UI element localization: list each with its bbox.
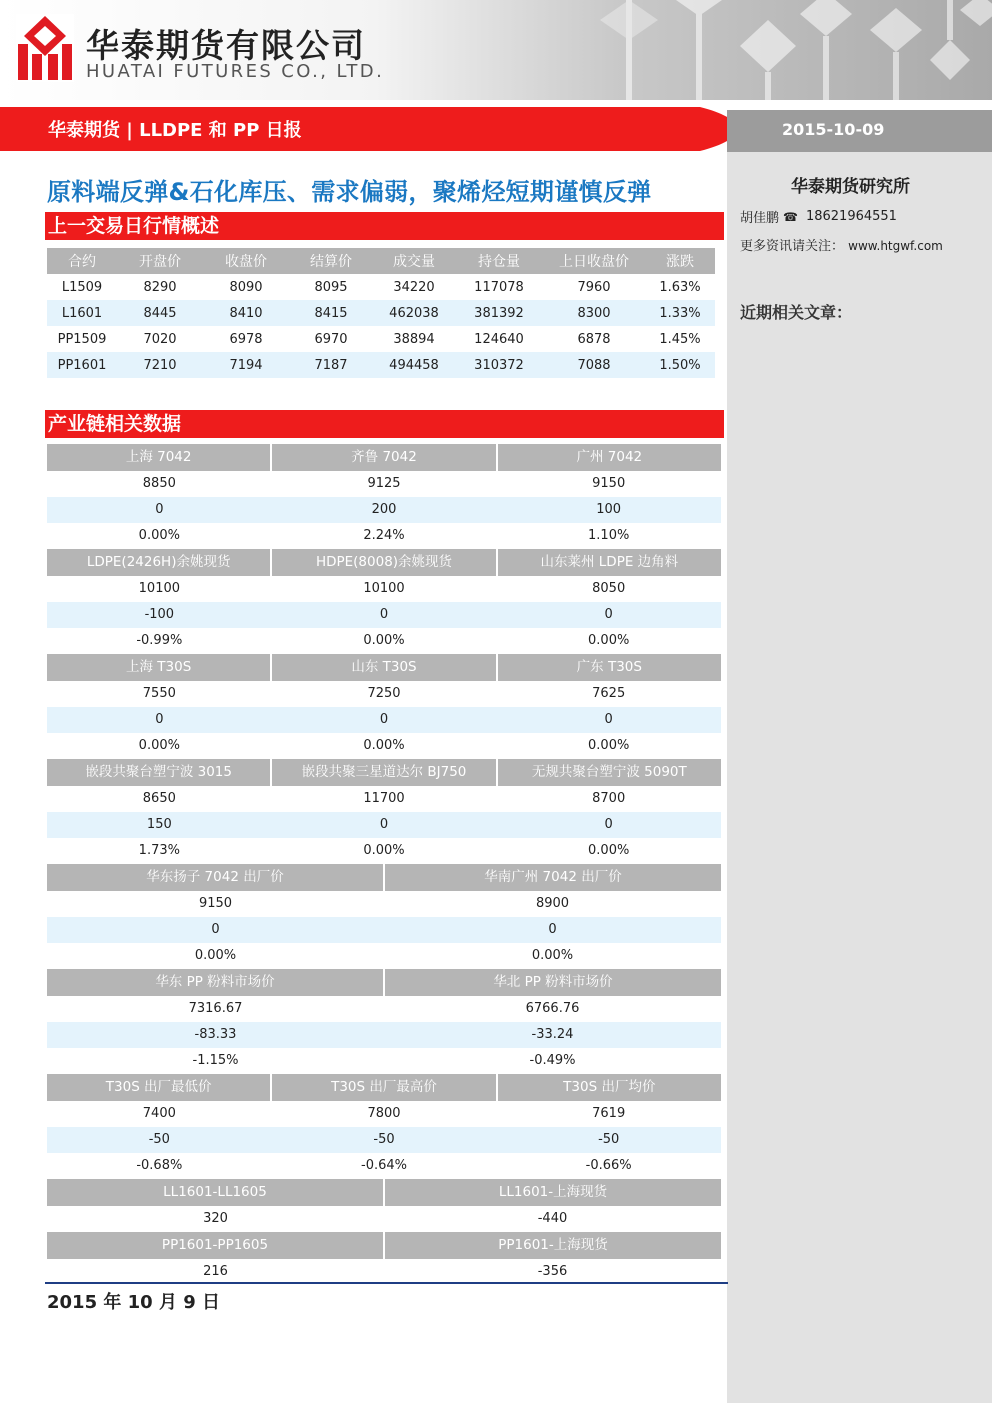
- table-cell: 7210: [117, 352, 203, 378]
- table-cell: 494458: [373, 352, 455, 378]
- section-market-overview-title: 上一交易日行情概述: [45, 212, 724, 240]
- block-data-cell: 0: [379, 712, 389, 727]
- table-cell: PP1601: [47, 352, 117, 378]
- table-cell: 462038: [373, 300, 455, 326]
- column-header: 开盘价: [117, 248, 203, 274]
- table-cell: 8410: [203, 300, 289, 326]
- table-cell: 117078: [474, 279, 524, 295]
- block-data-cell: -440: [537, 1211, 568, 1226]
- table-cell: PP1509: [57, 331, 107, 347]
- report-date: 2015-10-09: [782, 120, 885, 139]
- table-row: [47, 326, 715, 352]
- block-data-cell: 10100: [138, 581, 181, 596]
- column-header: 上日收盘价: [543, 248, 645, 274]
- block-header-cell: 上海 T30S: [47, 654, 272, 681]
- industry-chain-data: [47, 444, 721, 1285]
- block-data-cell: 0.00%: [363, 738, 405, 753]
- block-data-cell: 7800: [367, 1106, 401, 1121]
- data-block: [47, 864, 721, 969]
- block-data-cell: 7400: [142, 1106, 176, 1121]
- analyst-contact: [740, 207, 897, 226]
- block-data-cell: 0: [379, 817, 389, 832]
- block-data-cell: 0: [211, 922, 220, 937]
- block-header-cell: 广州 7042: [576, 449, 643, 465]
- block-data-cell: 9150: [592, 476, 626, 491]
- huatai-logo-icon: [16, 14, 74, 82]
- block-header-cell: LL1601-上海现货: [498, 1184, 608, 1200]
- block-data-cell: 7316.67: [188, 1001, 243, 1016]
- block-data-cell: 8700: [592, 791, 626, 806]
- table-cell: 8300: [543, 300, 645, 326]
- report-title: 华泰期货 | LLDPE 和 PP 日报: [48, 120, 302, 141]
- table-cell: 8415: [289, 300, 373, 326]
- block-data-row: [47, 523, 721, 549]
- block-data-cell: 8900: [535, 896, 570, 911]
- block-data-cell: 0.00%: [138, 528, 180, 543]
- table-cell: L1509: [61, 279, 103, 295]
- table-cell: 7088: [543, 352, 645, 378]
- block-data-row: [47, 812, 721, 838]
- data-block: [47, 1074, 721, 1179]
- block-data-cell: 7619: [592, 1106, 626, 1121]
- analyst-phone: 18621964551: [805, 209, 897, 224]
- block-data-row: [47, 497, 721, 523]
- follow-info: [740, 235, 943, 254]
- data-block: [47, 654, 721, 759]
- block-header-row: [47, 759, 721, 786]
- footer-date: 2015 年 10 月 9 日: [47, 1292, 221, 1313]
- column-header: 结算价: [289, 248, 373, 274]
- block-data-row: [47, 891, 721, 917]
- block-data-cell: 0.00%: [363, 843, 405, 858]
- block-data-row: [47, 1206, 721, 1232]
- block-header-cell: 无规共聚台塑宁波 5090T: [531, 764, 687, 780]
- block-header-row: [47, 1232, 721, 1259]
- block-header-cell: 华东 PP 粉料市场价: [47, 969, 385, 996]
- table-cell: 34220: [393, 279, 435, 295]
- block-data-cell: 7625: [592, 686, 626, 701]
- table-cell: 1.63%: [659, 279, 701, 295]
- block-header-row: [47, 864, 721, 891]
- block-header-row: [47, 654, 721, 681]
- block-header-cell: 齐鲁 7042: [272, 444, 497, 471]
- sidebar: [727, 152, 992, 1403]
- block-data-row: [47, 1153, 721, 1179]
- block-data-cell: 9125: [367, 476, 401, 491]
- analyst-name: 胡佳鹏: [740, 211, 780, 226]
- page-header: [0, 0, 992, 100]
- block-data-cell: -1.15%: [192, 1053, 239, 1068]
- website-link[interactable]: www.htgwf.com: [848, 239, 943, 253]
- block-data-row: [47, 1022, 721, 1048]
- block-data-cell: 0.00%: [588, 633, 630, 648]
- block-data-cell: 0.00%: [194, 948, 237, 963]
- block-header-cell: LL1601-LL1605: [47, 1179, 385, 1206]
- block-data-cell: 200: [371, 502, 397, 517]
- block-data-cell: 0: [604, 712, 613, 727]
- market-overview-table: [47, 248, 715, 378]
- headline: 原料端反弹&石化库压、需求偏弱，聚烯烃短期谨慎反弹: [47, 178, 652, 206]
- table-cell: 6978: [229, 331, 263, 347]
- block-header-cell: 嵌段共聚台塑宁波 3015: [47, 759, 272, 786]
- table-cell: 8445: [117, 300, 203, 326]
- footer-divider: [45, 1282, 728, 1284]
- block-data-cell: 0: [604, 607, 613, 622]
- block-data-cell: 0.00%: [588, 843, 630, 858]
- follow-label: 更多资讯请关注：: [740, 239, 845, 254]
- table-cell: 8095: [314, 279, 348, 295]
- block-header-cell: LDPE(2426H)余姚现货: [47, 549, 272, 576]
- block-data-cell: 8050: [592, 581, 626, 596]
- block-data-cell: -356: [537, 1264, 568, 1279]
- data-block: [47, 969, 721, 1074]
- block-data-cell: 1.10%: [588, 528, 630, 543]
- research-department: 华泰期货研究所: [791, 177, 910, 197]
- block-header-row: [47, 444, 721, 471]
- block-data-cell: 0: [548, 922, 557, 937]
- block-data-cell: 7550: [142, 686, 176, 701]
- column-header: 持仓量: [455, 248, 543, 274]
- block-data-cell: 0: [155, 712, 164, 727]
- table-cell: 1.50%: [645, 352, 715, 378]
- block-data-cell: 150: [146, 817, 172, 832]
- block-data-cell: 8650: [142, 791, 176, 806]
- table-cell: 381392: [455, 300, 543, 326]
- block-data-cell: 8850: [142, 476, 176, 491]
- block-data-row: [47, 707, 721, 733]
- block-data-cell: 100: [596, 502, 622, 517]
- block-header-cell: 华北 PP 粉料市场价: [493, 974, 613, 990]
- section-industry-chain-title: 产业链相关数据: [45, 410, 724, 438]
- block-data-row: [47, 786, 721, 812]
- company-name-en: HUATAI FUTURES CO., LTD.: [86, 61, 385, 82]
- block-data-cell: -0.99%: [136, 633, 183, 648]
- block-header-cell: PP1601-上海现货: [498, 1237, 608, 1253]
- block-data-row: [47, 733, 721, 759]
- block-data-row: [47, 471, 721, 497]
- table-row: [47, 352, 715, 378]
- block-data-cell: 0.00%: [138, 738, 180, 753]
- block-data-cell: 7250: [367, 686, 401, 701]
- block-data-cell: 1.73%: [138, 843, 180, 858]
- block-header-row: [47, 969, 721, 996]
- block-data-cell: -50: [598, 1132, 620, 1147]
- table-cell: 1.45%: [659, 331, 701, 347]
- block-data-cell: -0.68%: [136, 1158, 183, 1173]
- block-data-row: [47, 996, 721, 1022]
- block-data-cell: 0.00%: [531, 948, 574, 963]
- block-header-cell: PP1601-PP1605: [47, 1232, 385, 1259]
- table-cell: 7020: [143, 331, 177, 347]
- block-header-cell: 上海 7042: [47, 444, 272, 471]
- column-header: 收盘价: [203, 248, 289, 274]
- table-cell: 7960: [577, 279, 611, 295]
- block-data-row: [47, 917, 721, 943]
- block-data-cell: -50: [148, 1132, 170, 1147]
- block-header-cell: 山东莱州 LDPE 边角料: [540, 554, 679, 570]
- table-cell: 1.33%: [645, 300, 715, 326]
- block-data-row: [47, 628, 721, 654]
- data-block: [47, 1179, 721, 1232]
- block-data-row: [47, 602, 721, 628]
- table-cell: 124640: [474, 331, 524, 347]
- table-cell: 310372: [455, 352, 543, 378]
- column-header: 成交量: [373, 248, 455, 274]
- block-data-cell: 0: [604, 817, 613, 832]
- block-data-cell: 0: [155, 502, 164, 517]
- block-data-cell: -50: [373, 1132, 395, 1147]
- block-data-cell: 9150: [198, 896, 233, 911]
- block-data-cell: 216: [203, 1264, 228, 1279]
- column-header: 合约: [47, 248, 117, 274]
- table-cell: L1601: [47, 300, 117, 326]
- block-header-cell: 嵌段共聚三星道达尔 BJ750: [272, 759, 497, 786]
- table-header-row: [47, 248, 715, 274]
- table-cell: 7194: [203, 352, 289, 378]
- block-data-cell: 0.00%: [363, 633, 405, 648]
- data-block: [47, 444, 721, 549]
- block-data-cell: -0.49%: [529, 1053, 576, 1068]
- table-cell: 7187: [289, 352, 373, 378]
- block-data-row: [47, 838, 721, 864]
- block-data-cell: 10100: [363, 581, 405, 596]
- block-data-cell: 0.00%: [588, 738, 630, 753]
- block-header-row: [47, 1179, 721, 1206]
- table-row: [47, 274, 715, 300]
- block-data-row: [47, 943, 721, 969]
- block-data-cell: 0: [379, 607, 389, 622]
- block-data-cell: 2.24%: [363, 528, 405, 543]
- block-data-cell: -100: [144, 607, 175, 622]
- related-articles-title: 近期相关文章：: [740, 303, 853, 322]
- table-cell: 38894: [393, 331, 435, 347]
- block-data-row: [47, 576, 721, 602]
- data-block: [47, 759, 721, 864]
- block-header-cell: T30S 出厂最高价: [272, 1074, 497, 1101]
- block-header-cell: 华南广州 7042 出厂价: [484, 869, 622, 885]
- block-data-cell: 11700: [363, 791, 405, 806]
- table-cell: 6878: [577, 331, 611, 347]
- table-cell: 8090: [229, 279, 263, 295]
- header-decoration: [600, 0, 992, 100]
- block-data-cell: -0.64%: [361, 1158, 407, 1173]
- block-header-cell: T30S 出厂最低价: [47, 1074, 272, 1101]
- data-block: [47, 549, 721, 654]
- table-row: [47, 300, 715, 326]
- block-data-cell: 320: [203, 1211, 228, 1226]
- block-data-row: [47, 1101, 721, 1127]
- block-data-cell: -33.24: [531, 1027, 574, 1042]
- block-header-cell: HDPE(8008)余姚现货: [272, 549, 497, 576]
- block-header-row: [47, 549, 721, 576]
- table-cell: 8290: [143, 279, 177, 295]
- block-data-row: [47, 1127, 721, 1153]
- block-header-cell: 山东 T30S: [272, 654, 497, 681]
- block-header-cell: 华东扬子 7042 出厂价: [47, 864, 385, 891]
- block-data-row: [47, 681, 721, 707]
- block-header-cell: T30S 出厂均价: [563, 1079, 656, 1095]
- block-data-row: [47, 1048, 721, 1074]
- table-cell: 6970: [314, 331, 348, 347]
- phone-icon: ☎: [783, 209, 798, 224]
- block-data-cell: 6766.76: [525, 1001, 580, 1016]
- column-header: 涨跌: [645, 248, 715, 274]
- data-block: [47, 1232, 721, 1285]
- block-header-row: [47, 1074, 721, 1101]
- block-data-cell: -0.66%: [585, 1158, 632, 1173]
- block-data-cell: -83.33: [194, 1027, 237, 1042]
- block-header-cell: 广东 T30S: [576, 659, 642, 675]
- company-name-cn: 华泰期货有限公司: [86, 26, 366, 65]
